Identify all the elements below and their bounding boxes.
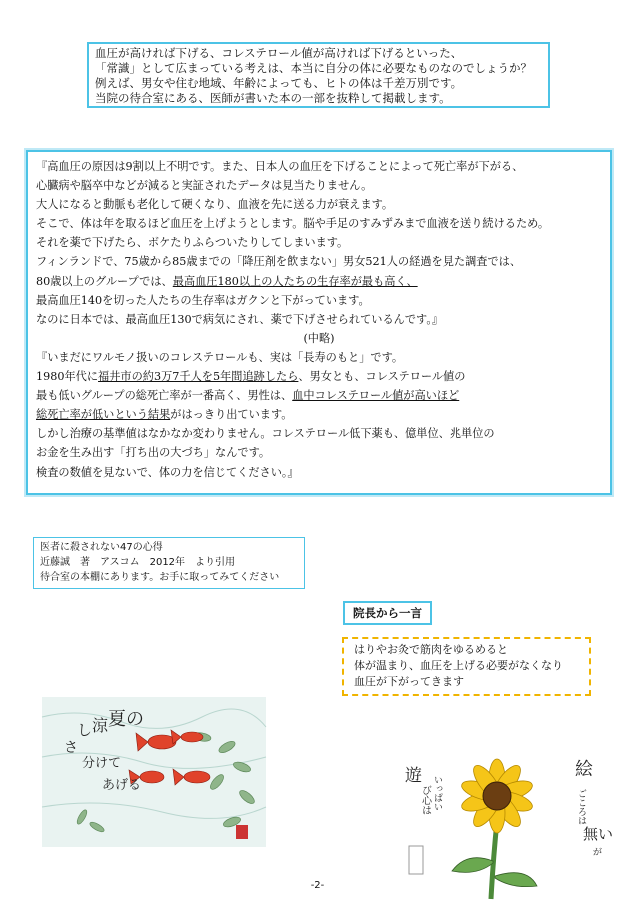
excerpt-line: お金を生み出す「打ち出の大づち」なんです。 bbox=[36, 446, 271, 460]
excerpt-line: 検査の数値を見ないで、体の力を信じてください。』 bbox=[36, 465, 299, 479]
page-number: -2- bbox=[310, 880, 325, 891]
excerpt-line: 心臓病や脳卒中などが減ると実証されたデータは見当たりません。 bbox=[36, 179, 373, 193]
excerpt-text: 、男女とも、コレステロール値の bbox=[298, 370, 466, 384]
underlined-text: 最高血圧180以上の人たちの生存率が最も高く、 bbox=[172, 274, 418, 288]
sunflower-painting bbox=[397, 751, 614, 899]
poem-char: ごころは bbox=[576, 789, 586, 825]
intro-box bbox=[87, 42, 550, 108]
poem-char: 無い bbox=[583, 825, 614, 843]
excerpt-line: 大人になると動脈も老化して硬くなり、血液を先に送る力が衰えます。 bbox=[36, 198, 394, 212]
excerpt-line: そこで、体は年を取るほど血圧を上げようとします。脳や手足のすみずみまで血液を送り続けるため。 bbox=[36, 217, 550, 231]
omission-mark: (中略) bbox=[303, 331, 335, 345]
intro-line: 当院の待合室にある、医師が書いた本の一部を抜粋して掲載します。 bbox=[95, 91, 451, 105]
excerpt-text: がはっきり出ています。 bbox=[170, 408, 293, 422]
book-title: 医者に殺されない47の心得 bbox=[40, 542, 163, 553]
poem-char: 涼 bbox=[92, 716, 109, 735]
book-excerpt bbox=[26, 150, 612, 495]
source-citation bbox=[33, 537, 305, 589]
goldfish-painting bbox=[42, 697, 266, 847]
book-author: 近藤誠 著 アスコム 2012年 より引用 bbox=[40, 557, 236, 568]
poem-char: いっぱい bbox=[432, 775, 442, 811]
excerpt-line: なのに日本では、最高血圧130で病気にされ、薬で下げさせられているんです。』 bbox=[36, 312, 444, 326]
poem-char: さ bbox=[64, 740, 78, 756]
poem-char: 夏の bbox=[108, 709, 144, 730]
excerpt-line: 最高血圧140を切った人たちの生存率はガクンと下がっています。 bbox=[36, 293, 370, 307]
poem-char: 遊 bbox=[405, 766, 422, 786]
excerpt-line bbox=[36, 367, 602, 386]
excerpt-text: 1980年代に bbox=[36, 370, 99, 384]
excerpt-line: 『高血圧の原因は9割以上不明です。また、日本人の血圧を下げることによって死亡率が下がる、 bbox=[36, 160, 524, 173]
director-comment-title: 院長から一言 bbox=[343, 601, 432, 625]
poem-char: が bbox=[593, 848, 603, 858]
underlined-text: 総死亡率が低いという結果 bbox=[36, 408, 171, 422]
underlined-text: 血中コレステロール値が高いほど bbox=[292, 389, 460, 403]
poem-char: 分けて bbox=[82, 756, 122, 771]
comment-line: 血圧が下がってきます bbox=[354, 675, 464, 688]
poem-char: び心は bbox=[419, 785, 431, 815]
intro-line: 血圧が高ければ下げる、コレステロール値が高ければ下げるといった、 bbox=[95, 46, 463, 60]
poem-char: し bbox=[77, 721, 93, 739]
excerpt-line: 『いまだにワルモノ扱いのコレステロールも、実は「長寿のもと」です。 bbox=[36, 350, 404, 364]
excerpt-text: 最も低いグループの総死亡率が一番高く、男性は、 bbox=[36, 389, 293, 403]
poem-char: あげる bbox=[102, 778, 142, 793]
intro-line: 「常識」として広まっている考えは、本当に自分の体に必要なものなのでしょうか？ bbox=[95, 61, 532, 75]
book-location: 待合室の本棚にあります。お手に取ってみてください bbox=[40, 572, 280, 583]
excerpt-line: それを薬で下げたら、ボケたりふらついたりしてしまいます。 bbox=[36, 236, 349, 250]
excerpt-line: しかし治療の基準値はなかなか変わりません。コレステロール低下薬も、億単位、兆単位の bbox=[36, 427, 495, 441]
excerpt-line bbox=[36, 386, 602, 405]
excerpt-text: 80歳以上のグループでは、 bbox=[36, 274, 173, 288]
comment-line: 体が温まり、血圧を上げる必要がなくなり bbox=[354, 659, 563, 672]
underlined-text: 福井市の約3万7千人を5年間追跡したら bbox=[98, 370, 299, 384]
director-comment bbox=[342, 637, 591, 696]
excerpt-line: フィンランドで、75歳から85歳までの「降圧剤を飲まない」男女521人の経過を見た調査では、 bbox=[36, 255, 522, 269]
excerpt-line bbox=[36, 272, 602, 291]
excerpt-line bbox=[36, 405, 602, 424]
comment-line: はりやお灸で筋肉をゆるめると bbox=[354, 643, 508, 656]
intro-line: 例えば、男女や住む地域、年齢によっても、ヒトの体は千差万別です。 bbox=[95, 76, 463, 90]
poem-char: 絵 bbox=[575, 759, 593, 780]
